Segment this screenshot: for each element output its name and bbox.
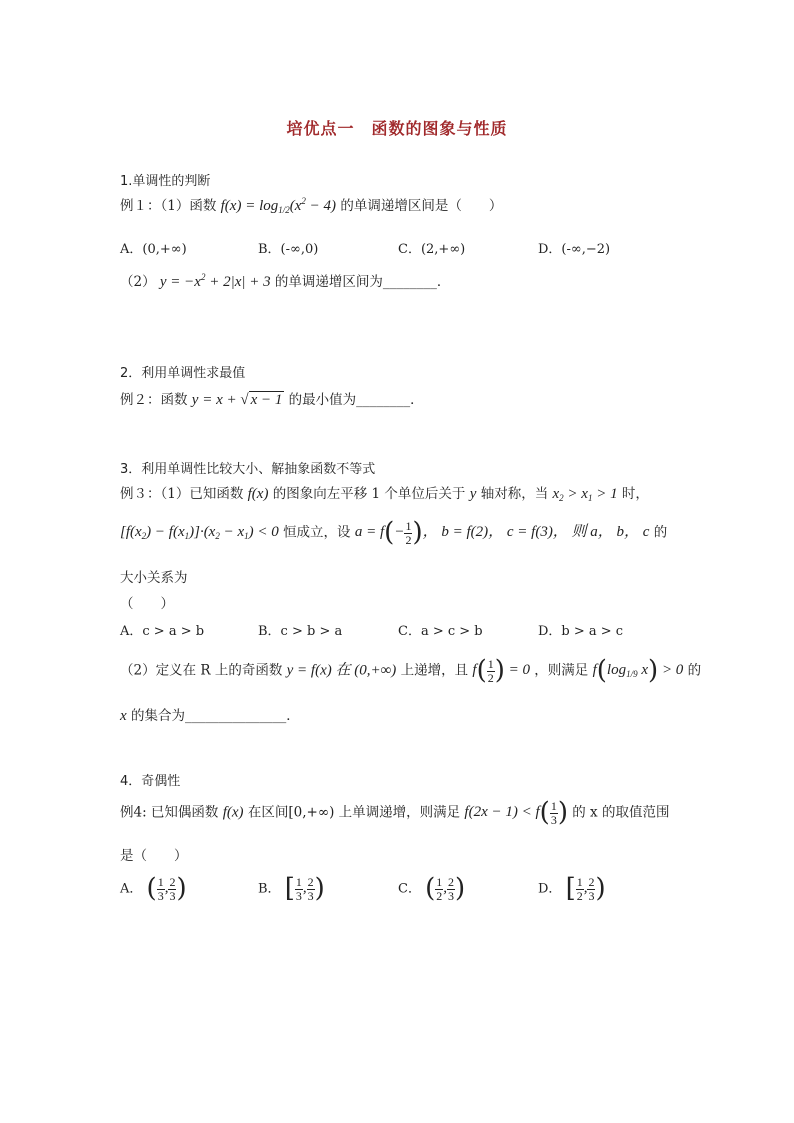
example-3-line2-tail: 的 bbox=[653, 524, 668, 541]
example-1b-label: （2） bbox=[120, 274, 156, 290]
example-1-label: 例１：（1）函数 bbox=[120, 198, 217, 214]
example-3-line2-mid: 恒成立，设 bbox=[283, 524, 351, 541]
option-4b-label: B． bbox=[258, 881, 281, 897]
example-1b-formula: $y = -x^2 + 2|x| + 3$ bbox=[159, 272, 271, 290]
option-3b: B．c > b > a bbox=[258, 624, 343, 639]
section-2-heading: 2．利用单调性求最值 bbox=[120, 366, 246, 381]
example-4-fx: f(x) bbox=[222, 804, 244, 821]
example-3b-line-2 bbox=[120, 704, 300, 725]
option-4a-label: A． bbox=[120, 881, 143, 897]
option-4a bbox=[120, 874, 187, 904]
option-1d: D．(-∞,−2) bbox=[538, 242, 611, 257]
example-2-formula: y = x + √ x − 1 bbox=[191, 392, 283, 408]
example-3b-tail: 的 bbox=[687, 662, 702, 679]
option-4c-label: C． bbox=[398, 881, 421, 897]
option-4d-interval: [ $\frac{1}{2}$ , $\frac{2}{3}$ ) bbox=[565, 874, 606, 904]
example-1-tail: 的单调递增区间是（ ） bbox=[340, 198, 503, 214]
section-3-heading: 3．利用单调性比较大小、解抽象函数不等式 bbox=[120, 462, 376, 477]
example-4-line-2: 是（ ） bbox=[120, 848, 188, 864]
example-3-condition: $x_2 > x_1 > 1$ bbox=[552, 486, 618, 503]
example-3-line-2 bbox=[120, 518, 667, 548]
example-3b-x: x bbox=[120, 708, 127, 724]
example-3b-mid2: ，则满足 bbox=[534, 662, 589, 679]
example-3-label: 例３：（1）已知函数 bbox=[120, 486, 244, 502]
option-1c: C．(2,+∞) bbox=[398, 242, 466, 257]
example-1-part-2 bbox=[120, 270, 450, 291]
example-2-tail: 的最小值为________． bbox=[288, 392, 424, 408]
option-4c bbox=[398, 874, 465, 904]
example-3-line-3: 大小关系为 bbox=[120, 570, 188, 586]
example-3b-ineq: $f(\log_{1/9}$ x) > 0 bbox=[592, 656, 684, 686]
example-4-ineq: f(2x − 1) < f( $\frac{1}{3}$ ) bbox=[464, 798, 568, 828]
example-3-fx: f(x) bbox=[247, 486, 269, 502]
option-4d-label: D． bbox=[538, 881, 562, 897]
example-3-mid2: 轴对称，当 bbox=[480, 486, 549, 502]
example-3b-mid: 上递增，且 bbox=[400, 662, 469, 679]
example-3b-formula: y = f(x) 在 (0,+∞) bbox=[286, 662, 397, 679]
example-3b-line2-text: 的集合为_______________． bbox=[130, 708, 300, 724]
example-4-label: 例4: 已知偶函数 bbox=[120, 804, 219, 821]
example-3-mid: 的图象向左平移 1 个单位后关于 bbox=[272, 486, 466, 502]
example-3b-cond: f( $\frac{1}{2}$ ) = 0 bbox=[472, 656, 530, 686]
section-4-heading: 4．奇偶性 bbox=[120, 774, 181, 789]
example-4-tail: 的 x 的取值范围 bbox=[572, 804, 670, 821]
option-4d bbox=[538, 874, 606, 904]
example-3-a: a = f(− $\frac{1}{2}$ )， b = f(2)， c = f(3)， 则 a， b， c bbox=[354, 518, 650, 548]
option-1a: A．(0,+∞) bbox=[120, 242, 187, 257]
example-4-mid: 在区间[0,+∞) 上单调递增，则满足 bbox=[247, 804, 461, 821]
example-3b-label: （2）定义在 R 上的奇函数 bbox=[120, 662, 283, 679]
example-3-answer-paren: （ ） bbox=[120, 596, 174, 612]
example-3-part-2 bbox=[120, 656, 701, 686]
option-3d: D．b > a > c bbox=[538, 624, 624, 639]
example-3-y: y bbox=[469, 486, 477, 502]
option-4c-interval: ( $\frac{1}{2}$ , $\frac{2}{3}$ ) bbox=[425, 874, 466, 904]
option-4b-interval: [ $\frac{1}{3}$ , $\frac{2}{3}$ ) bbox=[284, 874, 325, 904]
example-1b-tail: 的单调递增区间为________． bbox=[274, 274, 451, 290]
option-4b bbox=[258, 874, 325, 904]
page-title: 培优点一 函数的图象与性质 bbox=[286, 119, 508, 138]
example-4 bbox=[120, 798, 669, 828]
example-3-tail: 时， bbox=[621, 486, 649, 502]
example-2 bbox=[120, 388, 424, 409]
example-3-line-1 bbox=[120, 482, 649, 503]
example-2-label: 例２：函数 bbox=[120, 392, 188, 408]
option-1b: B．(-∞,0) bbox=[258, 242, 319, 257]
section-1-heading: 1.单调性的判断 bbox=[120, 174, 211, 189]
option-3a: A．c > a > b bbox=[120, 624, 205, 639]
option-4a-interval: ( $\frac{1}{3}$ , $\frac{2}{3}$ ) bbox=[146, 874, 187, 904]
option-3c: C．a > c > b bbox=[398, 624, 483, 639]
example-1-part-1 bbox=[120, 194, 502, 215]
example-3-inequality: $[f(x_2) - f(x_1)]\cdot(x_2 - x_1) < 0$ bbox=[120, 524, 279, 542]
example-1-formula: $f(x) = \log_{1/2}(x^2 - 4)$ bbox=[220, 196, 337, 215]
